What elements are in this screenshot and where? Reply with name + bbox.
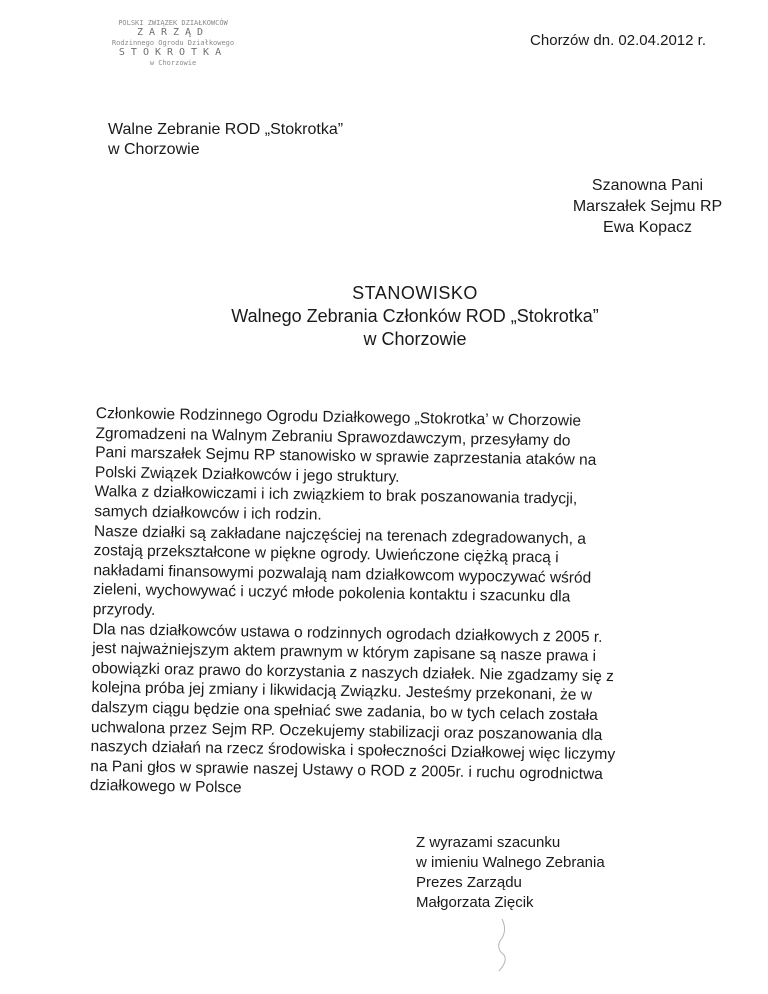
body-line: zieleni, wychowywać i uczyć młode pokolenia kontaktu i szacunku dla <box>92 581 571 606</box>
signature-mark <box>490 915 520 975</box>
sender-block <box>108 120 343 160</box>
document-title <box>160 282 670 351</box>
body-line: zostają przekształcone w piękne ogrody. Uwieńczone ciężką pracą i <box>93 542 559 567</box>
body-line: naszych działań na rzecz środowiska i społeczności Działkowej więc liczymy <box>90 738 616 764</box>
closing-line: Małgorzata Zięcik <box>416 894 534 911</box>
stamp-line: w Chorzowie <box>149 59 197 67</box>
body-line: działkowego w Polsce <box>89 777 242 797</box>
stamp-line: Rodzinnego Ogrodu Działkowego <box>111 39 235 47</box>
sender-line: w Chorzowie <box>108 141 200 158</box>
letter-body <box>90 404 708 805</box>
body-line: przyrody. <box>92 600 156 619</box>
recipient-block <box>555 175 740 238</box>
body-line: Dla nas działkowców ustawa o rodzinnych ogrodach działkowych z 2005 r. <box>92 620 603 646</box>
organization-stamp <box>88 18 258 68</box>
stamp-line: STOKROTKA <box>118 47 228 58</box>
body-line: kolejna próba jej zmiany i likwidacją Związku. Jesteśmy przekonani, że w <box>91 679 593 705</box>
body-line: uchwalona przez Sejm RP. Oczekujemy stabilizacji oraz poszanowania dla <box>90 718 603 744</box>
title-line: Walnego Zebrania Członków ROD „Stokrotka” <box>231 306 599 326</box>
recipient-line: Ewa Kopacz <box>603 219 692 236</box>
title-line: w Chorzowie <box>363 329 467 349</box>
body-line: Zgromadzeni na Walnym Zebraniu Sprawozdawczym, przesyłamy do <box>95 424 571 450</box>
closing-line: w imieniu Walnego Zebrania <box>416 854 605 871</box>
closing-block <box>416 833 605 913</box>
body-line: na Pani głos w sprawie naszej Ustawy o ROD z 2005r. i ruchu ogrodnictwa <box>90 757 603 783</box>
body-line: jest najważniejszym aktem prawnym w którym zapisane są nasze prawa i <box>92 640 597 666</box>
stamp-line: POLSKI ZWIĄZEK DZIAŁKOWCÓW <box>118 19 228 27</box>
body-line: dalszym ciągu będzie ona spełniać swe zadania, bo w tych celach została <box>91 698 598 724</box>
body-line: Walka z działkowiczami i ich związkiem to brak poszanowania tradycji, <box>94 483 578 508</box>
title-line: STANOWISKO <box>352 283 478 303</box>
sender-line: Walne Zebranie ROD „Stokrotka” <box>108 121 344 138</box>
letter-date: Chorzów dn. 02.04.2012 r. <box>530 32 706 49</box>
closing-line: Z wyrazami szacunku <box>416 834 561 851</box>
body-line: Członkowie Rodzinnego Ogrodu Działkowego „Stokrotka’ w Chorzowie <box>95 404 582 430</box>
body-line: Pani marszałek Sejmu RP stanowisko w sprawie zaprzestania ataków na <box>95 444 597 470</box>
body-line: nakładami finansowymi pozwalają nam działkowcom wypoczywać wśród <box>93 561 592 587</box>
body-line: obowiązki oraz prawo do korzystania z naszych działek. Nie zgadzamy się z <box>91 659 614 685</box>
closing-line: Prezes Zarządu <box>416 874 522 891</box>
stamp-line: ZARZĄD <box>136 27 210 38</box>
recipient-line: Szanowna Pani <box>591 177 704 194</box>
body-line: Nasze działki są zakładane najczęściej na terenach zdegradowanych, a <box>93 522 587 548</box>
recipient-line: Marszałek Sejmu RP <box>572 198 723 215</box>
body-line: samych działkowców i ich rodzin. <box>94 502 322 524</box>
body-line: Polski Związek Działkowców i jego struktury. <box>94 463 400 486</box>
